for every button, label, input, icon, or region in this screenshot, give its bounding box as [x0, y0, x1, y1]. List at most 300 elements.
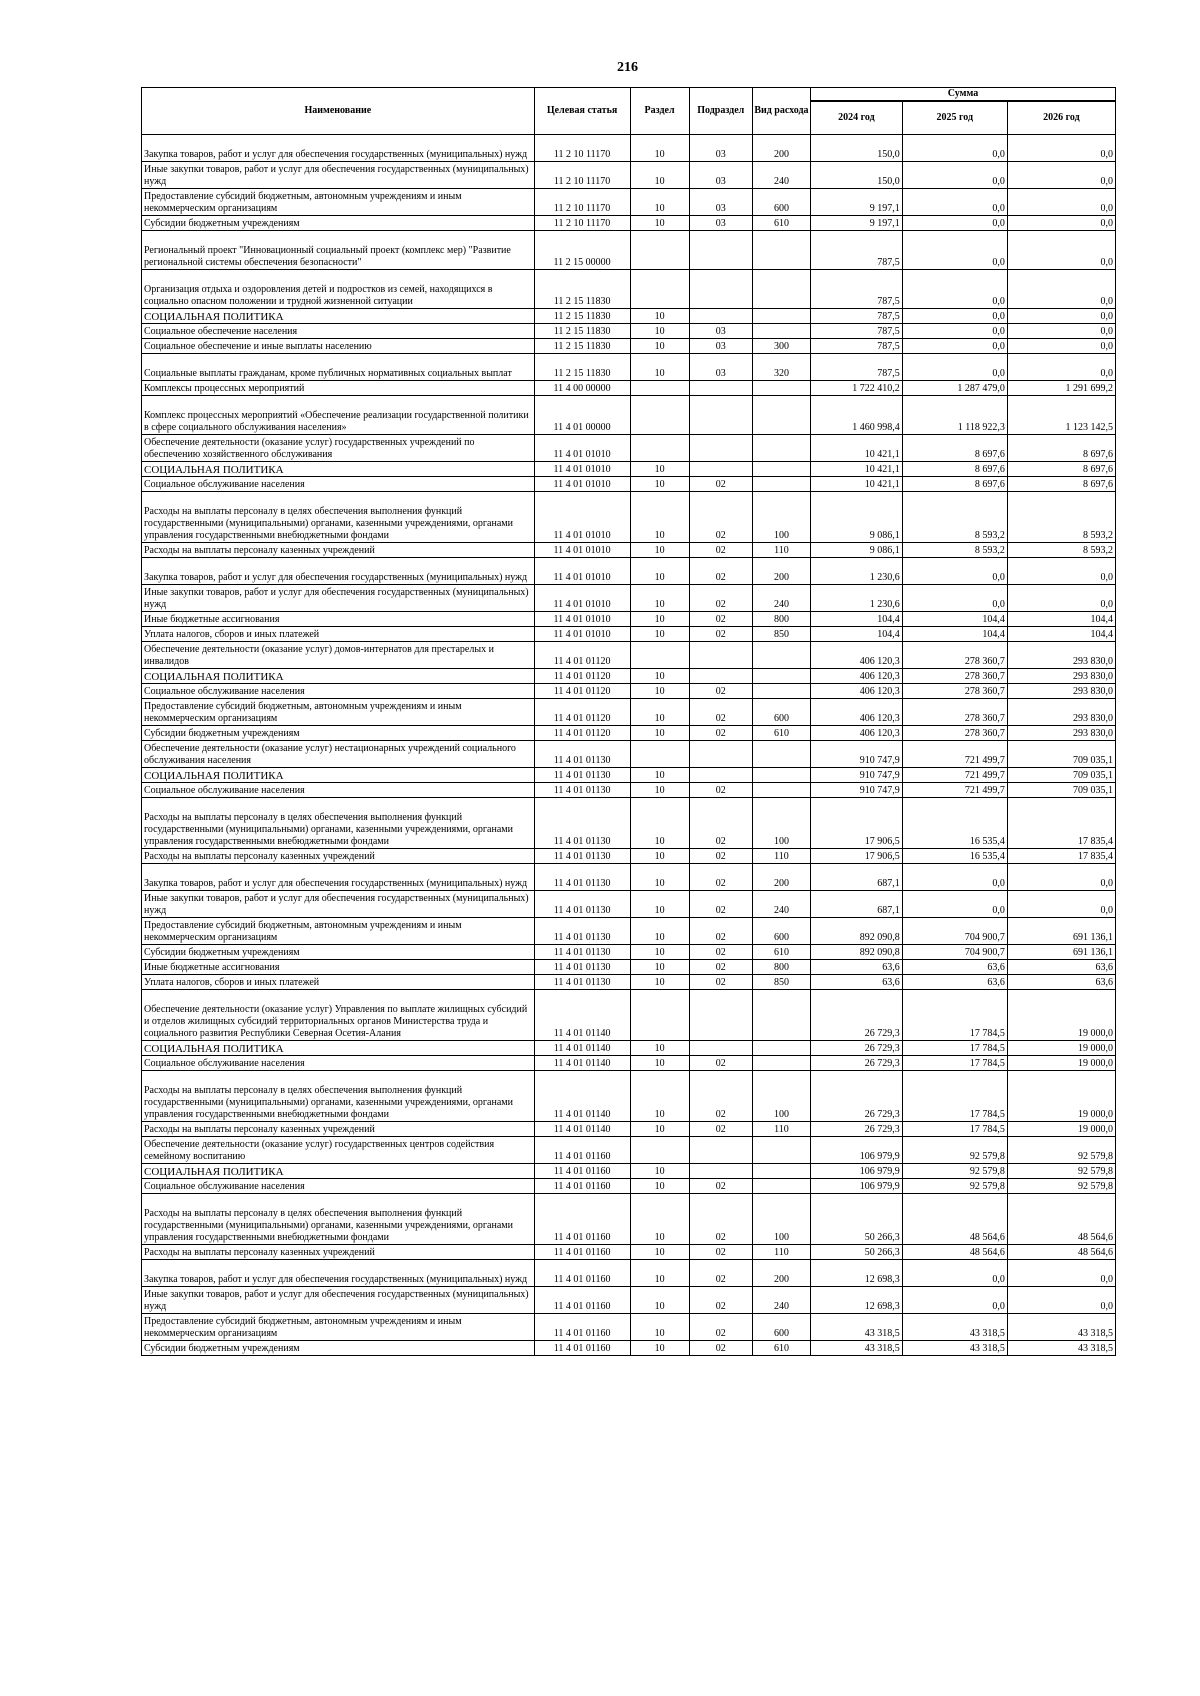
row-name: Обеспечение деятельности (оказание услуг) нестационарных учреждений социального обслуживания населения — [142, 741, 535, 768]
table-row — [142, 585, 1116, 612]
row-amount-2025: 0,0 — [902, 1287, 1007, 1314]
header-amount: Сумма — [811, 88, 1116, 102]
row-target-code: 11 2 10 11170 — [534, 162, 630, 189]
row-target-code: 11 4 01 01010 — [534, 612, 630, 627]
row-target-code: 11 4 01 01140 — [534, 990, 630, 1041]
row-amount-2024: 9 197,1 — [811, 189, 903, 216]
row-amount-2025: 1 287 479,0 — [902, 381, 1007, 396]
row-target-code: 11 4 01 01120 — [534, 699, 630, 726]
row-amount-2024: 26 729,3 — [811, 990, 903, 1041]
row-amount-2024: 892 090,8 — [811, 945, 903, 960]
row-amount-2024: 1 722 410,2 — [811, 381, 903, 396]
header-name: Наименование — [142, 88, 535, 135]
row-subsection — [689, 669, 752, 684]
row-amount-2025: 63,6 — [902, 960, 1007, 975]
row-section: 10 — [630, 1179, 689, 1194]
table-row — [142, 783, 1116, 798]
table-row — [142, 1137, 1116, 1164]
table-row — [142, 741, 1116, 768]
row-target-code: 11 4 01 01120 — [534, 684, 630, 699]
row-section: 10 — [630, 309, 689, 324]
row-amount-2025: 8 593,2 — [902, 543, 1007, 558]
table-row — [142, 1194, 1116, 1245]
row-subsection: 02 — [689, 699, 752, 726]
table-row — [142, 1179, 1116, 1194]
row-expense-type — [752, 231, 810, 270]
row-name: Обеспечение деятельности (оказание услуг) государственных центров содействия семейному воспитанию — [142, 1137, 535, 1164]
row-subsection: 02 — [689, 849, 752, 864]
row-name: Закупка товаров, работ и услуг для обеспечения государственных (муниципальных) нужд — [142, 558, 535, 585]
row-expense-type — [752, 1164, 810, 1179]
row-amount-2024: 406 120,3 — [811, 669, 903, 684]
row-target-code: 11 2 15 11830 — [534, 354, 630, 381]
row-target-code: 11 4 01 01130 — [534, 798, 630, 849]
row-amount-2024: 787,5 — [811, 324, 903, 339]
row-amount-2025: 0,0 — [902, 891, 1007, 918]
row-name: СОЦИАЛЬНАЯ ПОЛИТИКА — [142, 669, 535, 684]
row-name: СОЦИАЛЬНАЯ ПОЛИТИКА — [142, 309, 535, 324]
row-section — [630, 642, 689, 669]
row-amount-2026: 0,0 — [1007, 354, 1115, 381]
row-expense-type: 110 — [752, 1122, 810, 1137]
row-expense-type — [752, 1137, 810, 1164]
row-amount-2026: 0,0 — [1007, 135, 1115, 162]
row-amount-2024: 26 729,3 — [811, 1041, 903, 1056]
row-amount-2025: 278 360,7 — [902, 699, 1007, 726]
row-amount-2025: 0,0 — [902, 309, 1007, 324]
table-row — [142, 669, 1116, 684]
row-amount-2026: 0,0 — [1007, 1260, 1115, 1287]
row-amount-2025: 0,0 — [902, 864, 1007, 891]
row-subsection: 02 — [689, 1260, 752, 1287]
header-section: Раздел — [630, 88, 689, 135]
table-row — [142, 558, 1116, 585]
row-section: 10 — [630, 849, 689, 864]
row-subsection: 02 — [689, 798, 752, 849]
row-amount-2024: 787,5 — [811, 339, 903, 354]
row-expense-type: 100 — [752, 1194, 810, 1245]
row-amount-2026: 0,0 — [1007, 864, 1115, 891]
row-expense-type: 100 — [752, 1071, 810, 1122]
row-amount-2026: 1 291 699,2 — [1007, 381, 1115, 396]
row-section: 10 — [630, 975, 689, 990]
row-name: Субсидии бюджетным учреждениям — [142, 726, 535, 741]
row-amount-2026: 709 035,1 — [1007, 768, 1115, 783]
row-amount-2025: 704 900,7 — [902, 945, 1007, 960]
row-expense-type: 240 — [752, 585, 810, 612]
row-section: 10 — [630, 477, 689, 492]
row-expense-type: 600 — [752, 189, 810, 216]
row-subsection: 02 — [689, 543, 752, 558]
row-amount-2025: 8 697,6 — [902, 435, 1007, 462]
row-expense-type — [752, 477, 810, 492]
row-amount-2025: 48 564,6 — [902, 1194, 1007, 1245]
row-amount-2024: 63,6 — [811, 960, 903, 975]
row-amount-2026: 8 697,6 — [1007, 477, 1115, 492]
row-amount-2024: 892 090,8 — [811, 918, 903, 945]
row-amount-2026: 709 035,1 — [1007, 783, 1115, 798]
row-name: СОЦИАЛЬНАЯ ПОЛИТИКА — [142, 1041, 535, 1056]
row-subsection — [689, 990, 752, 1041]
row-amount-2024: 910 747,9 — [811, 783, 903, 798]
row-amount-2024: 17 906,5 — [811, 849, 903, 864]
row-expense-type: 600 — [752, 1314, 810, 1341]
row-target-code: 11 4 01 01160 — [534, 1314, 630, 1341]
row-section — [630, 396, 689, 435]
row-target-code: 11 4 01 01010 — [534, 477, 630, 492]
row-target-code: 11 4 01 01160 — [534, 1341, 630, 1356]
header-year-2024: 2024 год — [811, 101, 903, 135]
row-amount-2025: 8 593,2 — [902, 492, 1007, 543]
row-section — [630, 741, 689, 768]
row-name: Иные бюджетные ассигнования — [142, 960, 535, 975]
row-amount-2026: 48 564,6 — [1007, 1194, 1115, 1245]
row-expense-type — [752, 270, 810, 309]
row-amount-2024: 104,4 — [811, 627, 903, 642]
row-amount-2024: 910 747,9 — [811, 768, 903, 783]
row-section: 10 — [630, 1164, 689, 1179]
row-target-code: 11 4 01 01130 — [534, 849, 630, 864]
row-target-code: 11 4 01 01160 — [534, 1164, 630, 1179]
row-target-code: 11 4 01 01140 — [534, 1071, 630, 1122]
table-row — [142, 216, 1116, 231]
row-amount-2024: 10 421,1 — [811, 462, 903, 477]
row-subsection: 02 — [689, 864, 752, 891]
row-amount-2026: 48 564,6 — [1007, 1245, 1115, 1260]
row-section: 10 — [630, 783, 689, 798]
table-row — [142, 1056, 1116, 1071]
row-section: 10 — [630, 798, 689, 849]
row-target-code: 11 4 01 01130 — [534, 918, 630, 945]
table-row — [142, 768, 1116, 783]
row-target-code: 11 4 01 01010 — [534, 492, 630, 543]
table-row — [142, 612, 1116, 627]
table-row — [142, 975, 1116, 990]
row-amount-2024: 50 266,3 — [811, 1245, 903, 1260]
row-name: Социальное обслуживание населения — [142, 477, 535, 492]
table-row — [142, 849, 1116, 864]
row-amount-2026: 293 830,0 — [1007, 642, 1115, 669]
row-amount-2025: 278 360,7 — [902, 642, 1007, 669]
row-name: Предоставление субсидий бюджетным, автономным учреждениям и иным некоммерческим организациям — [142, 189, 535, 216]
row-amount-2024: 406 120,3 — [811, 699, 903, 726]
row-amount-2025: 48 564,6 — [902, 1245, 1007, 1260]
row-amount-2026: 0,0 — [1007, 324, 1115, 339]
row-section: 10 — [630, 189, 689, 216]
row-amount-2024: 150,0 — [811, 162, 903, 189]
row-target-code: 11 4 01 01160 — [534, 1287, 630, 1314]
row-target-code: 11 4 01 01010 — [534, 585, 630, 612]
row-name: Комплекс процессных мероприятий «Обеспечение реализации государственной политики в сфере социального обслуживания населения» — [142, 396, 535, 435]
row-amount-2025: 16 535,4 — [902, 849, 1007, 864]
row-target-code: 11 4 01 01010 — [534, 627, 630, 642]
row-amount-2025: 0,0 — [902, 585, 1007, 612]
row-subsection — [689, 1041, 752, 1056]
table-row — [142, 1164, 1116, 1179]
row-name: Комплексы процессных мероприятий — [142, 381, 535, 396]
row-section: 10 — [630, 612, 689, 627]
row-section: 10 — [630, 324, 689, 339]
row-amount-2024: 17 906,5 — [811, 798, 903, 849]
row-target-code: 11 4 00 00000 — [534, 381, 630, 396]
row-amount-2024: 106 979,9 — [811, 1137, 903, 1164]
row-amount-2025: 0,0 — [902, 324, 1007, 339]
row-target-code: 11 2 15 00000 — [534, 231, 630, 270]
row-name: Иные закупки товаров, работ и услуг для обеспечения государственных (муниципальных) нужд — [142, 1287, 535, 1314]
row-amount-2025: 63,6 — [902, 975, 1007, 990]
row-amount-2025: 104,4 — [902, 627, 1007, 642]
row-amount-2026: 1 123 142,5 — [1007, 396, 1115, 435]
table-row — [142, 1245, 1116, 1260]
table-row — [142, 627, 1116, 642]
row-expense-type — [752, 741, 810, 768]
row-subsection — [689, 462, 752, 477]
row-amount-2025: 0,0 — [902, 1260, 1007, 1287]
row-expense-type: 610 — [752, 945, 810, 960]
table-row — [142, 135, 1116, 162]
row-amount-2026: 19 000,0 — [1007, 1122, 1115, 1137]
row-amount-2025: 43 318,5 — [902, 1314, 1007, 1341]
table-row — [142, 309, 1116, 324]
row-expense-type — [752, 783, 810, 798]
row-amount-2025: 721 499,7 — [902, 783, 1007, 798]
row-expense-type — [752, 381, 810, 396]
row-name: Расходы на выплаты персоналу в целях обеспечения выполнения функций государственными (муниципальными) органами, казенными учреждениями, органами управления государственными внебюджетными фондами — [142, 1194, 535, 1245]
row-section: 10 — [630, 216, 689, 231]
row-amount-2024: 787,5 — [811, 270, 903, 309]
row-amount-2024: 26 729,3 — [811, 1056, 903, 1071]
row-name: Организация отдыха и оздоровления детей и подростков из семей, находящихся в социально опасном положении и трудной жизненной ситуации — [142, 270, 535, 309]
row-section — [630, 435, 689, 462]
row-name: Субсидии бюджетным учреждениям — [142, 945, 535, 960]
row-target-code: 11 4 01 01120 — [534, 726, 630, 741]
header-subsection: Подраздел — [689, 88, 752, 135]
row-section: 10 — [630, 1071, 689, 1122]
table-row — [142, 726, 1116, 741]
row-name: Закупка товаров, работ и услуг для обеспечения государственных (муниципальных) нужд — [142, 864, 535, 891]
row-target-code: 11 4 01 01160 — [534, 1194, 630, 1245]
row-section: 10 — [630, 699, 689, 726]
table-row — [142, 960, 1116, 975]
row-amount-2025: 16 535,4 — [902, 798, 1007, 849]
row-amount-2024: 50 266,3 — [811, 1194, 903, 1245]
table-row — [142, 435, 1116, 462]
row-expense-type: 200 — [752, 864, 810, 891]
row-target-code: 11 4 01 01130 — [534, 768, 630, 783]
row-subsection — [689, 396, 752, 435]
row-section — [630, 381, 689, 396]
table-row — [142, 1122, 1116, 1137]
row-amount-2025: 17 784,5 — [902, 1056, 1007, 1071]
row-expense-type: 600 — [752, 918, 810, 945]
row-subsection — [689, 231, 752, 270]
row-section: 10 — [630, 726, 689, 741]
row-name: Социальное обслуживание населения — [142, 1179, 535, 1194]
row-amount-2025: 104,4 — [902, 612, 1007, 627]
row-subsection: 02 — [689, 612, 752, 627]
row-name: Иные закупки товаров, работ и услуг для обеспечения государственных (муниципальных) нужд — [142, 891, 535, 918]
row-amount-2025: 278 360,7 — [902, 726, 1007, 741]
row-amount-2026: 17 835,4 — [1007, 798, 1115, 849]
row-target-code: 11 4 01 01130 — [534, 975, 630, 990]
row-expense-type: 110 — [752, 1245, 810, 1260]
row-section: 10 — [630, 1287, 689, 1314]
row-name: СОЦИАЛЬНАЯ ПОЛИТИКА — [142, 462, 535, 477]
table-row — [142, 477, 1116, 492]
row-expense-type — [752, 669, 810, 684]
row-amount-2025: 92 579,8 — [902, 1137, 1007, 1164]
row-expense-type: 850 — [752, 975, 810, 990]
row-target-code: 11 4 01 01130 — [534, 864, 630, 891]
row-target-code: 11 4 01 01130 — [534, 891, 630, 918]
row-subsection: 03 — [689, 339, 752, 354]
table-row — [142, 492, 1116, 543]
row-expense-type — [752, 1041, 810, 1056]
row-subsection — [689, 309, 752, 324]
row-section: 10 — [630, 135, 689, 162]
row-target-code: 11 4 01 01140 — [534, 1041, 630, 1056]
row-amount-2025: 0,0 — [902, 270, 1007, 309]
row-amount-2026: 0,0 — [1007, 231, 1115, 270]
row-amount-2026: 293 830,0 — [1007, 726, 1115, 741]
row-amount-2025: 8 697,6 — [902, 477, 1007, 492]
row-target-code: 11 4 01 01160 — [534, 1260, 630, 1287]
table-row — [142, 1041, 1116, 1056]
table-row — [142, 945, 1116, 960]
row-name: Обеспечение деятельности (оказание услуг) Управления по выплате жилищных субсидий и отделов жилищных субсидий территориальных органов Министерства труда и социального развития Республики Северная Осетия-Алания — [142, 990, 535, 1041]
row-amount-2026: 19 000,0 — [1007, 1041, 1115, 1056]
row-amount-2026: 8 697,6 — [1007, 435, 1115, 462]
row-name: Социальное обеспечение и иные выплаты населению — [142, 339, 535, 354]
row-amount-2024: 9 086,1 — [811, 492, 903, 543]
row-section: 10 — [630, 462, 689, 477]
row-name: Субсидии бюджетным учреждениям — [142, 216, 535, 231]
row-expense-type — [752, 462, 810, 477]
row-name: Предоставление субсидий бюджетным, автономным учреждениям и иным некоммерческим организациям — [142, 918, 535, 945]
row-amount-2024: 787,5 — [811, 354, 903, 381]
row-target-code: 11 4 01 00000 — [534, 396, 630, 435]
row-section — [630, 1137, 689, 1164]
row-expense-type: 850 — [752, 627, 810, 642]
row-amount-2026: 0,0 — [1007, 891, 1115, 918]
row-name: Расходы на выплаты персоналу в целях обеспечения выполнения функций государственными (муниципальными) органами, казенными учреждениями, органами управления государственными внебюджетными фондами — [142, 798, 535, 849]
row-section — [630, 231, 689, 270]
row-amount-2024: 1 230,6 — [811, 558, 903, 585]
table-row — [142, 270, 1116, 309]
row-amount-2026: 0,0 — [1007, 1287, 1115, 1314]
row-amount-2025: 17 784,5 — [902, 1122, 1007, 1137]
row-section — [630, 270, 689, 309]
row-amount-2026: 17 835,4 — [1007, 849, 1115, 864]
row-amount-2024: 26 729,3 — [811, 1071, 903, 1122]
header-year-2025: 2025 год — [902, 101, 1007, 135]
row-target-code: 11 2 10 11170 — [534, 216, 630, 231]
row-expense-type: 200 — [752, 1260, 810, 1287]
row-expense-type: 240 — [752, 162, 810, 189]
row-amount-2026: 63,6 — [1007, 975, 1115, 990]
table-row — [142, 1071, 1116, 1122]
row-amount-2025: 92 579,8 — [902, 1164, 1007, 1179]
row-amount-2024: 910 747,9 — [811, 741, 903, 768]
row-name: Субсидии бюджетным учреждениям — [142, 1341, 535, 1356]
table-row — [142, 1260, 1116, 1287]
table-row — [142, 918, 1116, 945]
row-name: Расходы на выплаты персоналу казенных учреждений — [142, 543, 535, 558]
row-amount-2024: 10 421,1 — [811, 477, 903, 492]
row-section: 10 — [630, 891, 689, 918]
row-subsection: 02 — [689, 783, 752, 798]
table-row — [142, 1314, 1116, 1341]
row-subsection — [689, 435, 752, 462]
row-amount-2025: 43 318,5 — [902, 1341, 1007, 1356]
row-amount-2024: 106 979,9 — [811, 1164, 903, 1179]
table-row — [142, 462, 1116, 477]
row-amount-2024: 406 120,3 — [811, 726, 903, 741]
row-amount-2024: 787,5 — [811, 231, 903, 270]
row-name: Расходы на выплаты персоналу казенных учреждений — [142, 1122, 535, 1137]
row-expense-type: 110 — [752, 849, 810, 864]
row-amount-2026: 691 136,1 — [1007, 945, 1115, 960]
row-expense-type: 200 — [752, 558, 810, 585]
row-section: 10 — [630, 768, 689, 783]
row-target-code: 11 4 01 01010 — [534, 462, 630, 477]
row-subsection: 02 — [689, 975, 752, 990]
row-target-code: 11 2 10 11170 — [534, 189, 630, 216]
row-amount-2025: 0,0 — [902, 189, 1007, 216]
row-target-code: 11 4 01 01140 — [534, 1122, 630, 1137]
row-section: 10 — [630, 918, 689, 945]
row-subsection: 02 — [689, 1179, 752, 1194]
row-target-code: 11 4 01 01130 — [534, 945, 630, 960]
row-section: 10 — [630, 960, 689, 975]
row-amount-2024: 9 197,1 — [811, 216, 903, 231]
row-subsection: 02 — [689, 1341, 752, 1356]
row-subsection: 02 — [689, 945, 752, 960]
row-amount-2026: 8 593,2 — [1007, 543, 1115, 558]
row-expense-type — [752, 324, 810, 339]
row-section: 10 — [630, 1314, 689, 1341]
page-number: 216 — [617, 60, 638, 75]
table-row — [142, 231, 1116, 270]
header-year-2026: 2026 год — [1007, 101, 1115, 135]
row-name: Обеспечение деятельности (оказание услуг) домов-интернатов для престарелых и инвалидов — [142, 642, 535, 669]
row-subsection: 02 — [689, 1194, 752, 1245]
row-name: Закупка товаров, работ и услуг для обеспечения государственных (муниципальных) нужд — [142, 135, 535, 162]
row-target-code: 11 4 01 01140 — [534, 1056, 630, 1071]
row-subsection: 02 — [689, 558, 752, 585]
row-amount-2026: 293 830,0 — [1007, 699, 1115, 726]
row-name: Расходы на выплаты персоналу в целях обеспечения выполнения функций государственными (муниципальными) органами, казенными учреждениями, органами управления государственными внебюджетными фондами — [142, 1071, 535, 1122]
row-subsection: 02 — [689, 477, 752, 492]
row-subsection: 02 — [689, 1245, 752, 1260]
row-section: 10 — [630, 945, 689, 960]
row-subsection — [689, 741, 752, 768]
row-amount-2025: 0,0 — [902, 135, 1007, 162]
row-name: Социальное обеспечение населения — [142, 324, 535, 339]
row-name: Иные бюджетные ассигнования — [142, 612, 535, 627]
row-amount-2024: 1 460 998,4 — [811, 396, 903, 435]
row-amount-2025: 0,0 — [902, 354, 1007, 381]
row-subsection: 03 — [689, 354, 752, 381]
row-expense-type: 610 — [752, 1341, 810, 1356]
row-expense-type: 240 — [752, 891, 810, 918]
row-subsection — [689, 768, 752, 783]
row-name: Предоставление субсидий бюджетным, автономным учреждениям и иным некоммерческим организациям — [142, 699, 535, 726]
row-target-code: 11 2 15 11830 — [534, 309, 630, 324]
row-subsection: 02 — [689, 684, 752, 699]
row-subsection: 02 — [689, 1122, 752, 1137]
row-target-code: 11 4 01 01010 — [534, 543, 630, 558]
